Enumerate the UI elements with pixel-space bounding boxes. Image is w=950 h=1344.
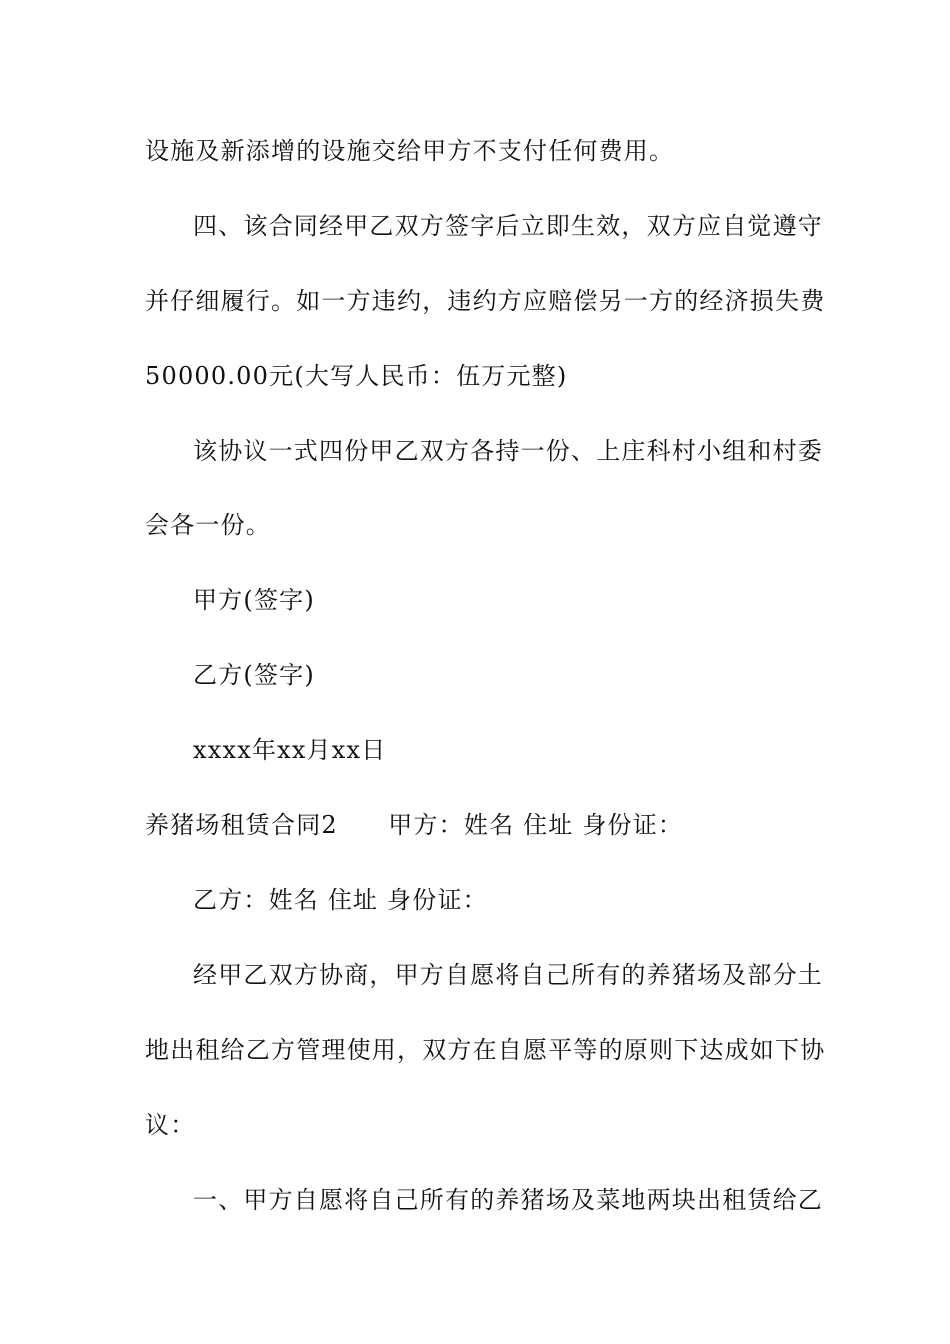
text-line-facilities: 设施及新添增的设施交给甲方不支付任何费用。 — [145, 137, 675, 165]
text-line-lease-use: 地出租给乙方管理使用，双方在自愿平等的原则下达成如下协 — [145, 1036, 826, 1064]
signing-date: xxxx年xx月xx日 — [193, 736, 387, 764]
party-a-signature: 甲方(签字) — [193, 586, 315, 614]
text-line-copies-end: 会各一份。 — [145, 511, 271, 539]
text-line-negotiation: 经甲乙双方协商，甲方自愿将自己所有的养猪场及部分土 — [193, 961, 823, 989]
text-line-penalty-amount: 50000.00元(大写人民币：伍万元整) — [145, 362, 568, 390]
text-line-copies: 该协议一式四份甲乙双方各持一份、上庄科村小组和村委 — [193, 437, 823, 465]
text-line-breach: 并仔细履行。如一方违约，违约方应赔偿另一方的经济损失费 — [145, 287, 826, 315]
text-line-clause-one: 一、甲方自愿将自己所有的养猪场及菜地两块出租赁给乙 — [193, 1186, 823, 1214]
party-b-signature: 乙方(签字) — [193, 661, 315, 689]
contract-2-heading: 养猪场租赁合同2 甲方：姓名 住址 身份证： — [145, 811, 684, 839]
text-line-agreement: 议： — [145, 1111, 196, 1139]
party-b-info: 乙方：姓名 住址 身份证： — [193, 886, 488, 914]
text-line-clause-four: 四、该合同经甲乙双方签字后立即生效，双方应自觉遵守 — [193, 212, 823, 240]
